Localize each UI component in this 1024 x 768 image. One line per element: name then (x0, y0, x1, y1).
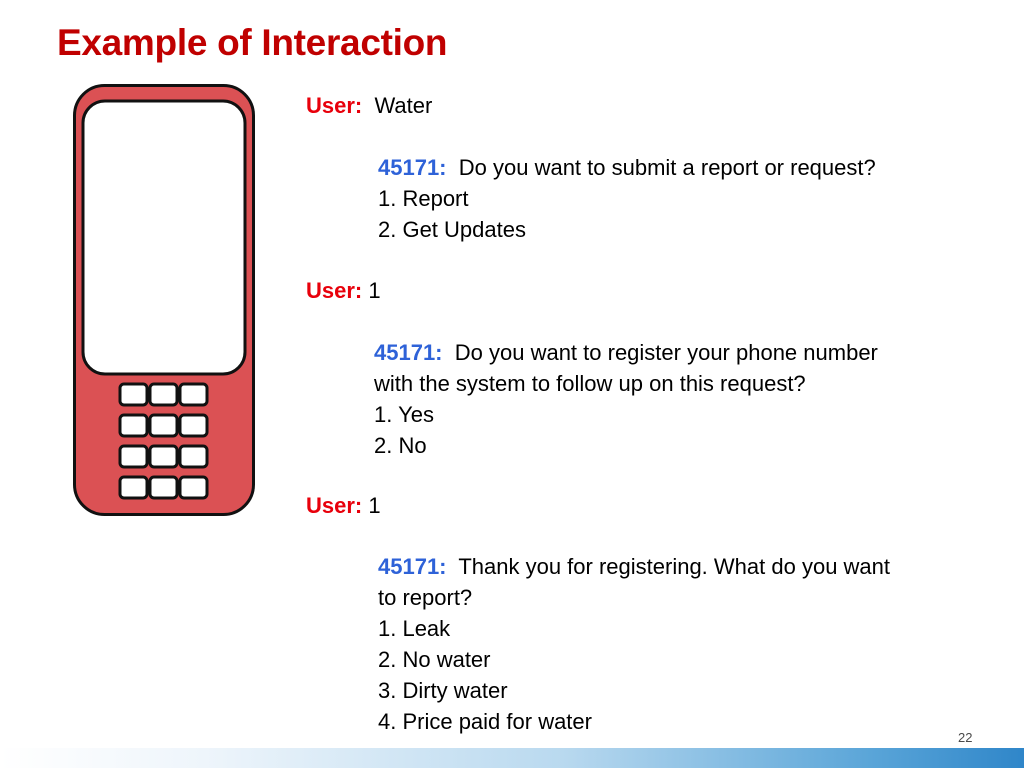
keypad-key (120, 384, 147, 405)
phone-drawing (73, 84, 255, 516)
menu-option: 3. Dirty water (378, 678, 508, 703)
keypad-key (180, 446, 207, 467)
user-reply-text: 1 (368, 278, 381, 303)
system-label: 45171: (374, 340, 443, 365)
keypad-key (150, 477, 177, 498)
keypad-key (180, 415, 207, 436)
page-number: 22 (958, 730, 973, 745)
keypad-key (150, 384, 177, 405)
menu-option: 1. Leak (378, 616, 451, 641)
keypad-key (150, 446, 177, 467)
system-message-2 (374, 337, 878, 461)
system-prompt-text: Do you want to register your phone number (454, 340, 878, 365)
menu-option: 2. Get Updates (378, 217, 526, 242)
user-label: User: (306, 493, 363, 518)
keypad-key (120, 415, 147, 436)
keypad-key (180, 477, 207, 498)
menu-option: 1. Report (378, 186, 469, 211)
user-label: User: (306, 93, 363, 118)
footer-gradient-bar (0, 748, 1024, 768)
system-prompt-text-continued: with the system to follow up on this request? (374, 371, 806, 396)
user-message-2 (306, 275, 381, 306)
keypad-key (180, 384, 207, 405)
system-prompt-text: Thank you for registering. What do you want (458, 554, 891, 579)
menu-option: 2. No water (378, 647, 491, 672)
system-prompt-text-continued: to report? (378, 585, 473, 610)
slide-title: Example of Interaction (57, 22, 448, 63)
system-prompt-text: Do you want to submit a report or request? (458, 155, 876, 180)
user-message-1 (306, 90, 432, 121)
mobile-phone-icon (73, 84, 255, 516)
keypad-key (120, 477, 147, 498)
user-label: User: (306, 278, 363, 303)
user-reply-text: Water (374, 93, 433, 118)
user-reply-text: 1 (368, 493, 381, 518)
phone-screen (83, 101, 245, 374)
system-message-1 (378, 152, 876, 245)
system-label: 45171: (378, 155, 447, 180)
menu-option: 2. No (374, 433, 427, 458)
keypad-key (150, 415, 177, 436)
user-message-3 (306, 490, 381, 521)
menu-option: 1. Yes (374, 402, 434, 427)
keypad-key (120, 446, 147, 467)
system-message-3 (378, 551, 890, 737)
menu-option: 4. Price paid for water (378, 709, 592, 734)
system-label: 45171: (378, 554, 447, 579)
